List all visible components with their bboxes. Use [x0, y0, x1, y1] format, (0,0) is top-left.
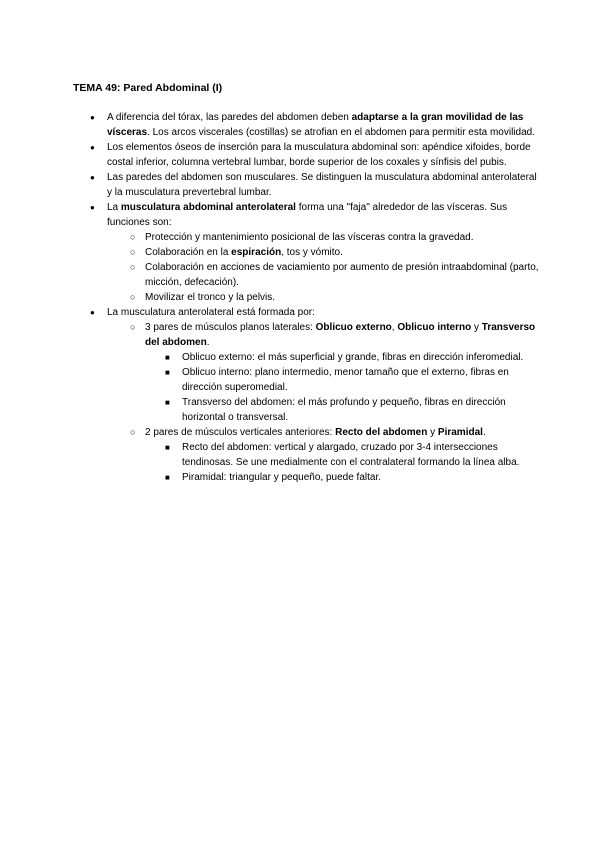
muscle-item: ■ Piramidal: triangular y pequeño, puede faltar. [165, 470, 540, 485]
text-span: La musculatura anterolateral está formada por: [107, 307, 315, 318]
list-item [92, 200, 540, 305]
text-span: 3 pares de músculos planos laterales: [145, 322, 316, 333]
text-span: y [427, 427, 438, 438]
functions-sublist [130, 230, 540, 305]
list-item: ● Los elementos óseos de inserción para la musculatura abdominal son: apéndice xifoides, borde costal inferior, columna vertebral lumbar, borde superior de los coxales y sínfisis del pubis. [92, 140, 540, 170]
bold-text: Recto del abdomen [335, 427, 428, 438]
list-item [92, 305, 540, 485]
text-span: . Los arcos viscerales (costillas) se atrofian en el abdomen para permitir esta movilidad. [147, 127, 535, 138]
bold-text: adaptarse a la gran movilidad de las vísceras [107, 112, 524, 138]
muscle-item: ■ Oblicuo externo: el más superficial y grande, fibras en dirección inferomedial. [165, 350, 540, 365]
main-bullet-list [92, 110, 540, 485]
bold-text: Piramidal [437, 427, 483, 438]
sublist-item [130, 320, 540, 425]
sublist-item: ○ Movilizar el tronco y la pelvis. [130, 290, 540, 305]
bold-text: Transverso del abdomen [145, 322, 536, 348]
bold-text: musculatura abdominal anterolateral [120, 202, 296, 213]
vertical-muscles-list [165, 440, 540, 485]
text-span: Colaboración en la [145, 247, 232, 258]
bold-text: Oblicuo externo [315, 322, 392, 333]
list-item: ● Las paredes del abdomen son musculares. Se distinguen la musculatura abdominal anterolateral y la musculatura prevertebral lumbar. [92, 170, 540, 200]
text-span: . [482, 427, 486, 438]
list-item [92, 110, 540, 140]
flat-muscles-list [165, 350, 540, 425]
text-span: A diferencia del tórax, las paredes del abdomen deben [107, 112, 352, 123]
sublist-item [130, 425, 540, 485]
text-span: La [107, 202, 121, 213]
sublist-item: ○ Colaboración en acciones de vaciamiento por aumento de presión intraabdominal (parto, micción, defecación). [130, 260, 540, 290]
text-span: , tos y vómito. [281, 247, 343, 258]
text-span: y [471, 322, 482, 333]
bold-text: espiración [231, 247, 282, 258]
bold-text: Oblicuo interno [397, 322, 472, 333]
muscles-sublist [130, 320, 540, 485]
document-title: TEMA 49: Pared Abdominal (I) [73, 82, 223, 94]
sublist-item: ○ Protección y mantenimiento posicional de las vísceras contra la gravedad. [130, 230, 540, 245]
muscle-item: ■ Oblicuo interno: plano intermedio, menor tamaño que el externo, fibras en dirección superomedial. [165, 365, 540, 395]
text-span: 2 pares de músculos verticales anteriores: [145, 427, 336, 438]
muscle-item: ■ Transverso del abdomen: el más profundo y pequeño, fibras en dirección horizontal o transversal. [165, 395, 540, 425]
sublist-item [130, 245, 540, 260]
text-span: , [391, 322, 398, 333]
muscle-item: ■ Recto del abdomen: vertical y alargado, cruzado por 3-4 intersecciones tendinosas. Se une medialmente con el contralateral formando la línea alba. [165, 440, 540, 470]
text-span: forma una "faja" alrededor de las vísceras. Sus funciones son: [107, 202, 508, 228]
text-span: . [206, 337, 210, 348]
